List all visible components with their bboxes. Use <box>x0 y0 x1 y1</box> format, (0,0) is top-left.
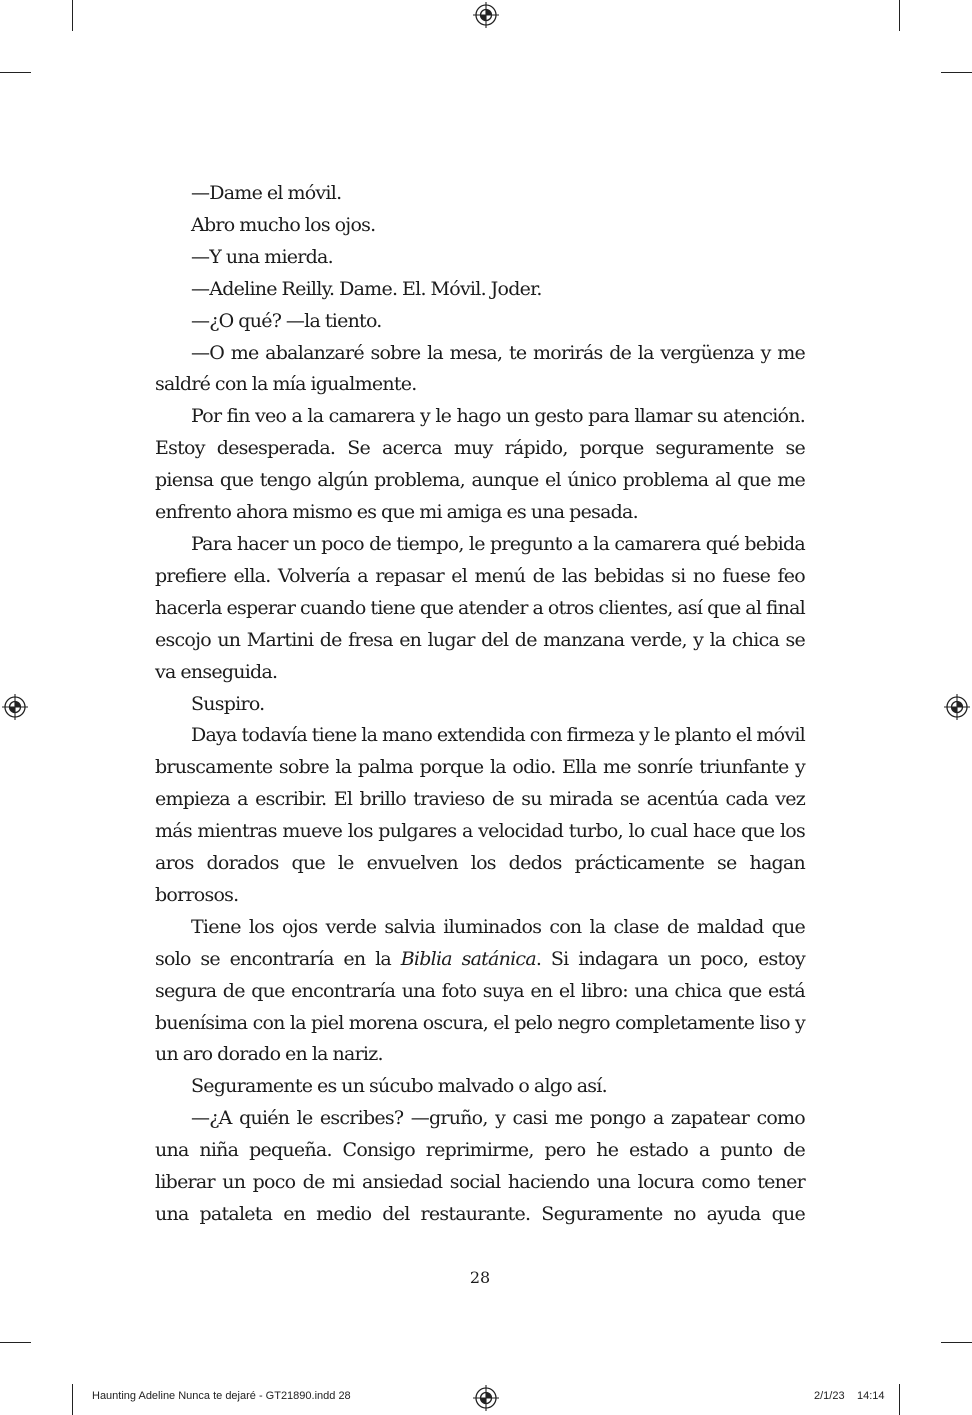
paragraph: —O me abalanzaré sobre la mesa, te morirás de la vergüenza y me saldré con la mía igualmente. <box>155 341 805 396</box>
registration-mark-icon <box>473 1385 499 1411</box>
slug-time: 14:14 <box>857 1390 885 1402</box>
paragraph-text: Tiene los ojos verde salvia iluminados con la clase de maldad que solo se encontraría en la <box>155 915 805 970</box>
paragraph-text: . Si indagara un poco, estoy segura de que encontraría una foto suya en el libro: una chica que está buenísima con la piel morena oscura, el pelo negro completamente liso y un aro dorado en la nariz. <box>155 947 805 1066</box>
paragraph: —Y una mierda. <box>191 245 333 268</box>
book-title-italic: Biblia satánica <box>400 947 536 970</box>
crop-mark-icon <box>899 0 900 31</box>
paragraph: Seguramente es un súcubo malvado o algo así. <box>191 1075 607 1098</box>
crop-mark-icon <box>899 1384 900 1415</box>
paragraph: —Adeline Reilly. Dame. El. Móvil. Joder. <box>191 277 542 300</box>
registration-mark-icon <box>944 694 970 720</box>
crop-mark-icon <box>72 1384 73 1415</box>
crop-mark-icon <box>0 1342 31 1343</box>
paragraph: —¿A quién le escribes? —gruño, y casi me pongo a zapatear como una niña pequeña. Consigo reprimirme, pero he estado a punto de liberar un poco de mi ansiedad social haciendo una locura como tener una pataleta en medio del restaurante. Seguramente no ayuda que <box>155 1107 805 1225</box>
slug-date: 2/1/23 <box>814 1390 845 1402</box>
crop-mark-icon <box>941 1342 972 1343</box>
registration-mark-icon <box>473 2 499 28</box>
body-text <box>155 178 805 1231</box>
registration-mark-icon <box>2 694 28 720</box>
crop-mark-icon <box>72 0 73 31</box>
crop-mark-icon <box>941 72 972 73</box>
slug-filename: Haunting Adeline Nunca te dejaré - GT21890.indd 28 <box>92 1390 351 1402</box>
paragraph: Por fin veo a la camarera y le hago un gesto para llamar su atención. Estoy desesperada. Se acerca muy rápido, porque seguramente se piensa que tengo algún problema, aunque el único problema al que me enfrento ahora mismo es que mi amiga es una pesada. <box>155 405 805 524</box>
paragraph: —Dame el móvil. <box>191 182 342 204</box>
paragraph <box>155 912 805 1072</box>
paragraph: Daya todavía tiene la mano extendida con firmeza y le planto el móvil bruscamente sobre la palma porque la odio. Ella me sonríe triunfante y empieza a escribir. El brillo travieso de su mirada se acentúa cada vez más mientras mueve los pulgares a velocidad turbo, lo cual hace que los aros dorados que le envuelven los dedos prácticamente se hagan borrosos. <box>155 724 805 906</box>
paragraph: Abro mucho los ojos. <box>191 213 376 236</box>
paragraph: —¿O qué? —la tiento. <box>191 309 382 332</box>
paragraph: Para hacer un poco de tiempo, le pregunto a la camarera qué bebida prefiere ella. Volvería a repasar el menú de las bebidas si no fuese feo hacerla esperar cuando tiene que atender a otros clientes, así que al final escojo un Martini de fresa en lugar del de manzana verde, y la chica se va enseguida. <box>155 532 805 683</box>
page-number: 28 <box>469 1268 491 1287</box>
crop-mark-icon <box>0 72 31 73</box>
paragraph: Suspiro. <box>191 692 265 715</box>
